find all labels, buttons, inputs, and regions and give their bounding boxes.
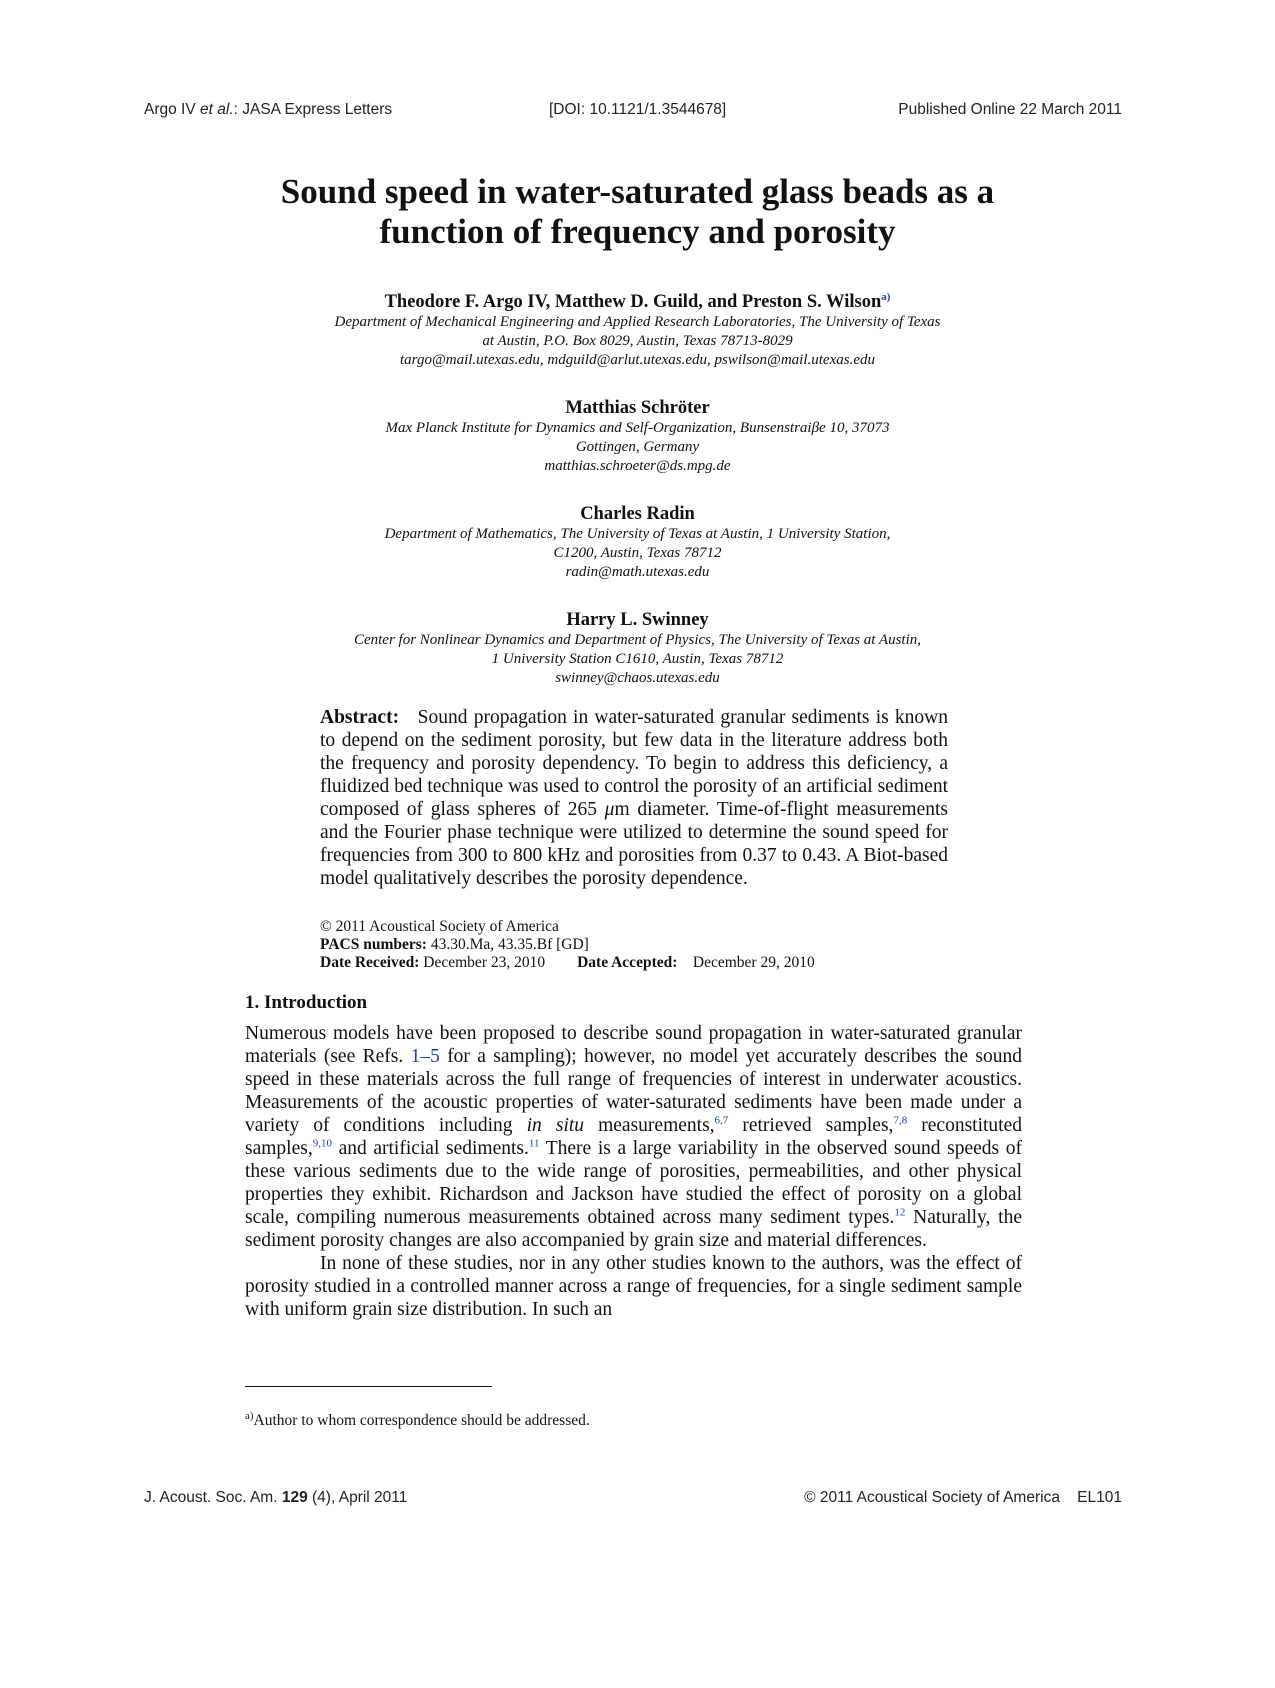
footnote-marker: a) [245,1409,254,1422]
section-body [245,1022,1022,1321]
abstract-label: Abstract: [320,707,400,728]
author-emails: targo@mail.utexas.edu, mdguild@arlut.utexas.edu, pswilson@mail.utexas.edu [400,352,875,368]
author-affiliation: Max Planck Institute for Dynamics and Self-Organization, Bunsenstraiβe 10, 37073 Gottingen, Germany matthias.schroeter@ds.mpg.de [200,419,1075,476]
article-metadata [320,918,980,972]
citation-link[interactable]: 9,10 [312,1137,332,1150]
author-names: Harry L. Swinney [566,610,709,630]
author-affiliation: Department of Mechanical Engineering and Applied Research Laboratories, The University of Texas at Austin, P.O. Box 8029, Austin, Texas 78713-8029 targo@mail.utexas.edu, mdguild@arlut.utexas.edu, pswilson@mail.utexas.edu [200,313,1075,370]
footer-copyright-page: © 2011 Acoustical Society of America EL101 [804,1489,1122,1506]
citation-link[interactable]: 12 [894,1206,906,1219]
author-names: Matthias Schröter [565,398,710,418]
author-names: Theodore F. Argo IV, Matthew D. Guild, and Preston S. Wilson$^{a)}$ [384,290,891,312]
section-heading: 1. Introduction [245,992,368,1013]
author-group-2 [200,397,1075,476]
header-citation: Argo IV et al.: JASA Express Letters [144,101,393,118]
author-email: swinney@chaos.utexas.edu [555,670,720,686]
author-group-1 [200,291,1075,370]
author-email: radin@math.utexas.edu [565,564,710,580]
author-names: Charles Radin [580,504,695,524]
citation-link[interactable]: 6,7 [714,1114,729,1127]
abstract: Abstract: Sound propagation in water-saturated granular sediments is known to depend on the sediment porosity, but few data in the literature address both the frequency and porosity dependency. To begin to address this deficiency, a fluidized bed technique was used to control the porosity of an artificial sediment composed of glass spheres of 265 μm diameter. Time-of-flight measurements and the Fourier phase technique were utilized to determine the sound speed for frequencies from 300 to 800 kHz and porosities from 0.37 to 0.43. A Biot-based model qualitatively describes the porosity dependence. [320,707,948,889]
dates-line: Date Received: December 23, 2010 Date Accepted: December 29, 2010 [320,954,815,971]
paper-title: Sound speed in water-saturated glass beads as a function of frequency and porosity [280,172,995,251]
author-group-4 [200,609,1075,688]
paragraph: In none of these studies, nor in any other studies known to the authors, was the effect of porosity studied in a controlled manner across a range of frequencies, for a single sediment sample with uniform grain size distribution. In such an [245,1253,1022,1320]
footnote: $^{a)}$Author to whom correspondence should be addressed. [245,1409,590,1429]
footer-citation: J. Acoust. Soc. Am. 129 (4), April 2011 [144,1489,408,1506]
author-email: matthias.schroeter@ds.mpg.de [544,458,731,474]
citation-link[interactable]: 11 [528,1137,540,1150]
pacs-line: PACS numbers: 43.30.Ma, 43.35.Bf [GD] [320,936,589,953]
author-affiliation: Center for Nonlinear Dynamics and Department of Physics, The University of Texas at Austin, 1 University Station C1610, Austin, Texas 78712 swinney@chaos.utexas.edu [200,631,1075,688]
copyright-line: © 2011 Acoustical Society of America [320,918,559,935]
author-affiliation: Department of Mathematics, The University of Texas at Austin, 1 University Station, C1200, Austin, Texas 78712 radin@math.utexas.edu [200,525,1075,582]
footnote-divider [245,1386,492,1387]
citation-link[interactable]: 7,8 [893,1114,908,1127]
paragraph: Numerous models have been proposed to describe sound propagation in water-saturated granular materials (see Refs. 1–5 for a sampling); however, no model yet accurately describes the sound speed in these materials across the full range of frequencies of interest in underwater acoustics. Measurements of the acoustic properties of water-saturated sediments have been made under a variety of conditions including in situ measurements,$^{6,7}$ retrieved samples,$^{7,8}$ reconstituted samples,$^{9,10}$ and artificial sediments.$^{11}$ There is a large variability in the observed sound speeds of these various sediments due to the wide range of porosities, permeabilities, and other physical properties they exhibit. Richardson and Jackson have studied the effect of porosity on a global scale, compiling numerous measurements obtained across many sediment types.$^{12}$ Naturally, the sediment porosity changes are also accompanied by grain size and material differences. [245,1023,1022,1251]
author-group-3 [200,503,1075,582]
author-note-marker[interactable]: a) [881,290,891,303]
header-doi: [DOI: 10.1121/1.3544678] [549,101,727,118]
citation-link[interactable]: 1–5 [410,1046,440,1067]
header-published-date: Published Online 22 March 2011 [898,101,1122,118]
